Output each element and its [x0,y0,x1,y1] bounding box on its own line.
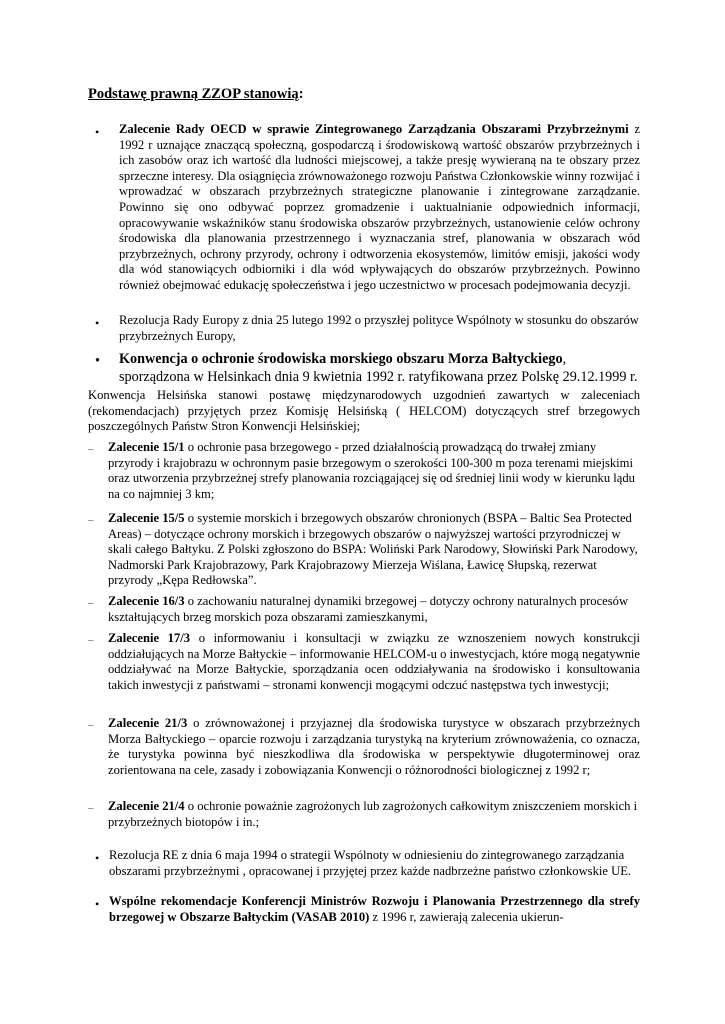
helsinki-intro: Konwencja Helsińska stanowi postawę międzynarodowych uzgodnień zawartych w zaleceniach (rekomendacjach) przyjętych przez Komisję Helsińską ( HELCOM) dotyczących stref brzegowych poszczególnych Państw Stron Konwencji Helsińskiej; [88,388,640,434]
bullet-icon: • [95,353,100,369]
rec-16-3: Zalecenie 16/3 o zachowaniu naturalnej dynamiki brzegowej – dotyczy ochrony naturalnych procesów kształtujących brzeg morskich poza obszarami zamieszkanymi, [108,594,629,624]
dash-icon: – [88,443,94,455]
rec-15-5: Zalecenie 15/5 o systemie morskich i brzegowych obszarów chronionych (BSPA – Baltic Sea Protected Areas) – dotyczące ochrony morskich i brzegowych obszarów o najwyższej wartości przyrodniczej w skali całego Bałtyku. Z Polski zgłoszono do BSPA: Woliński Park Narodowy, Słowiński Park Narodowy, Nadmorski Park Krajobrazowy, Park Krajobrazowy Mierzeja Wiślana, Ławicę Słupską, rezerwat przyrody „Kępa Redłowska”. [108,511,638,588]
dash-icon: – [88,597,94,609]
bullet-council-resolution: Rezolucja Rady Europy z dnia 25 lutego 1992 o przyszłej polityce Wspólnoty w stosunku do obszarów przybrzeżnych Europy, [119,313,639,343]
dash-icon: – [88,514,94,526]
bullet-icon: • [95,125,100,139]
rec-15-1: Zalecenie 15/1 o ochronie pasa brzegowego - przed działalnością prowadzącą do trwałej zmiany przyrody i krajobrazu w ochronnym pasie brzegowym o szerokości 100-300 m poza terenami miejskimi oraz utworzenia przybrzeżnej strefy planowania rozciągającej się od średniej linii wody w kierunku lądu na co najmniej 3 km; [108,440,635,501]
rec-21-4: Zalecenie 21/4 o ochronie poważnie zagrożonych lub zagrożonych całkowitym zniszczeniem morskich i przybrzeżnych biotopów i in.; [108,799,638,829]
dash-icon: – [88,719,94,731]
rec-21-3: Zalecenie 21/3 o zrównoważonej i przyjaznej dla środowiska turystyce w obszarach przybrzeżnych Morza Bałtyckiego – oparcie rozwoju i zarządzania turystyką na kryterium zrównoważenia, co oznacza, że turystyka powinna być nieszkodliwa dla środowiska w perspektywie długoterminowej oraz zorientowana na cele, zasady i zobowiązania Konwencji o różnorodności biologicznej z 1992 r; [108,716,640,777]
bullet-vasab-2010: Wspólne rekomendacje Konferencji Ministrów Rozwoju i Planowania Przestrzennego dla strefy brzegowej w Obszarze Bałtyckim (VASAB 2010) z 1996 r, zawierają zalecenia ukierun- [109,894,640,924]
bullet-icon: • [95,851,100,865]
bullet-icon: • [95,316,100,330]
bullet-re-resolution-1994: Rezolucja RE z dnia 6 maja 1994 o strategii Wspólnoty w odniesieniu do zintegrowanego zarządzania obszarami przybrzeżnymi , opracowanej i przyjętej przez każde nadbrzeżne państwo członkowskie UE. [109,848,632,878]
section-heading: Podstawę prawną ZZOP stanowią: [88,86,304,102]
dash-icon: – [88,634,94,646]
rec-17-3: Zalecenie 17/3 o informowaniu i konsultacji w związku ze wznoszeniem nowych konstrukcji oddziałujących na Morze Bałtyckie – informowanie HELCOM-u o inwestycjach, które mogą negatywnie oddziaływać na Morze Bałtyckie, sporządzania ocen oddziaływania na środowisko i konsultowania takich inwestycji z państwami – stronami konwencji mogącymi odczuć następstwa tych inwestycji; [108,631,640,692]
bullet-helsinki-convention: Konwencja o ochronie środowiska morskiego obszaru Morza Bałtyckiego, sporządzona w Helsinkach dnia 9 kwietnia 1992 r. ratyfikowana przez Polskę 29.12.1999 r. [119,351,638,385]
dash-icon: – [88,802,94,814]
bullet-oecd: Zalecenie Rady OECD w sprawie Zintegrowanego Zarządzania Obszarami Przybrzeżnymi z 1992 r uznające znaczącą społeczną, gospodarczą i środowiskową wartość obszarów przybrzeżnych i ich zasobów oraz ich wartość dla ludności miejscowej, a także presję wywieraną na te obszary przez sprzeczne interesy. Dla osiągnięcia zrównoważonego rozwoju Państwa Członkowskie winny rozwijać i wprowadzać w obszarach przybrzeżnych strategiczne planowanie i zintegrowane zarządzanie. Powinno się ono odbywać poprzez gromadzenie i uaktualnianie odpowiednich informacji, opracowywanie wskaźników stanu środowiska obszarów przybrzeżnych, ustanowienie celów ochrony środowiska dla planowania przestrzennego i wyznaczania stref, planowania w obszarach wód przybrzeżnych, ochrony przyrody, ochrony i odtworzenia ekosystemów, limitów emisji, jakości wody dla wód stanowiących odbiorniki i dla wód wpływających do obszarów przybrzeżnych. Powinno również obejmować edukację społeczeństwa i jego uczestnictwo w procesach podejmowania decyzji. [119,122,640,292]
bullet-icon: • [95,897,100,911]
